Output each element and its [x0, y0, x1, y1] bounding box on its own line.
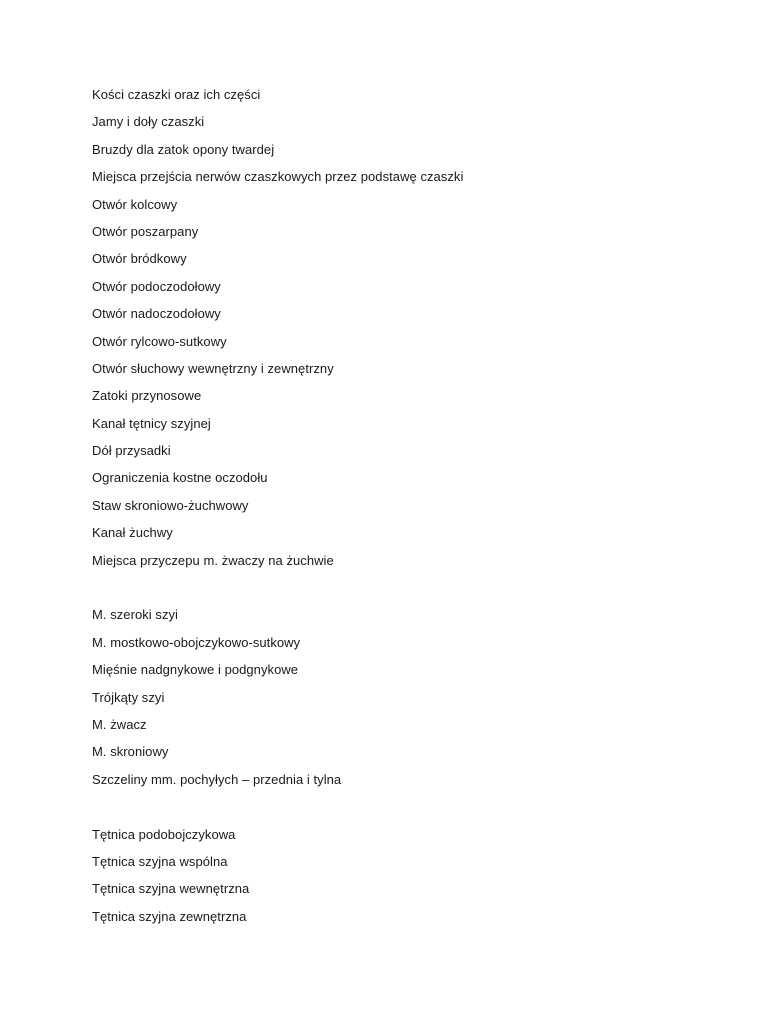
list-item: Trójkąty szyi [92, 689, 165, 705]
section-neck-muscles [92, 604, 692, 796]
list-item: Kanał żuchwy [92, 525, 173, 541]
list-item: Dół przysadki [92, 443, 171, 459]
list-item: M. szeroki szyi [92, 607, 178, 623]
list-item: Zatoki przynosowe [92, 388, 202, 404]
list-item: Otwór kolcowy [92, 196, 178, 212]
list-item: Kości czaszki oraz ich części [92, 87, 261, 102]
blank-line [92, 577, 692, 604]
list-item: M. mostkowo-obojczykowo-sutkowy [92, 634, 301, 650]
list-item: Otwór podoczodołowy [92, 278, 221, 294]
section-arteries [92, 824, 692, 934]
list-item: Ograniczenia kostne oczodołu [92, 470, 268, 486]
list-item: Bruzdy dla zatok opony twardej [92, 141, 275, 157]
document-content [92, 84, 692, 933]
blank-line [92, 796, 692, 823]
list-item: Jamy i doły czaszki [92, 114, 205, 130]
list-item: Staw skroniowo-żuchwowy [92, 497, 249, 513]
list-item: Otwór słuchowy wewnętrzny i zewnętrzny [92, 360, 334, 376]
list-item: Otwór nadoczodołowy [92, 306, 221, 322]
list-item: Mięśnie nadgnykowe i podgnykowe [92, 662, 299, 678]
list-item: Tętnica szyjna wspólna [92, 853, 228, 869]
list-item: Otwór rylcowo-sutkowy [92, 333, 227, 349]
list-item: Miejsca przyczepu m. żwaczy na żuchwie [92, 552, 334, 568]
list-item: Tętnica podobojczykowa [92, 826, 236, 842]
list-item: Szczeliny mm. pochyłych – przednia i tylna [92, 771, 342, 787]
section-skull [92, 84, 692, 577]
list-item: M. skroniowy [92, 744, 169, 760]
list-item: Kanał tętnicy szyjnej [92, 415, 211, 431]
list-item: Otwór bródkowy [92, 251, 187, 267]
list-item: Tętnica szyjna zewnętrzna [92, 908, 247, 924]
list-item: Miejsca przejścia nerwów czaszkowych przez podstawę czaszki [92, 169, 464, 185]
list-item: Tętnica szyjna wewnętrzna [92, 881, 250, 897]
list-item: M. żwacz [92, 716, 147, 732]
list-item: Otwór poszarpany [92, 223, 199, 239]
